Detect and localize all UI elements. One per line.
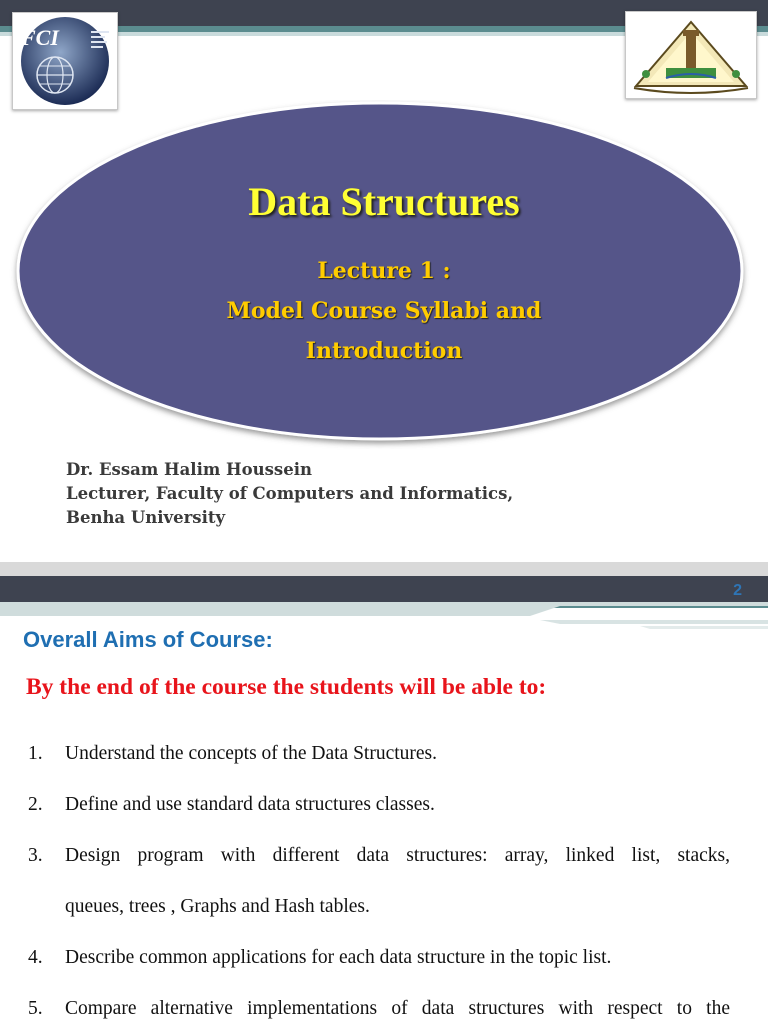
fci-logo-icon bbox=[13, 13, 117, 109]
lecture-label: Lecture 1 : bbox=[317, 258, 451, 284]
svg-text:FCI: FCI bbox=[21, 25, 59, 50]
list-item bbox=[28, 983, 730, 1024]
benha-university-emblem-icon bbox=[626, 12, 756, 98]
course-aims-slide bbox=[0, 576, 768, 1024]
list-item-text: Define and use standard data structures classes. bbox=[65, 794, 435, 815]
slide-title: Data Structures bbox=[248, 179, 520, 224]
list-item-number: 3. bbox=[28, 845, 43, 866]
list-item bbox=[28, 728, 730, 779]
intro-statement: By the end of the course the students will be able to: bbox=[26, 674, 547, 700]
list-item-continuation bbox=[28, 881, 730, 932]
list-item-number: 5. bbox=[28, 998, 43, 1019]
page-number: 2 bbox=[733, 582, 742, 599]
list-item-text: Understand the concepts of the Data Structures. bbox=[65, 743, 438, 764]
header-bar bbox=[0, 576, 768, 602]
list-item bbox=[28, 932, 730, 983]
list-item bbox=[28, 830, 730, 881]
subtitle-line-1: Model Course Syllabi and bbox=[226, 298, 542, 324]
list-item bbox=[28, 779, 730, 830]
author-position: Lecturer, Faculty of Computers and Informatics, bbox=[66, 484, 514, 503]
aims-list bbox=[28, 728, 730, 1024]
author-name: Dr. Essam Halim Houssein bbox=[66, 460, 312, 479]
subtitle-line-2: Introduction bbox=[305, 338, 463, 364]
list-item-number: 4. bbox=[28, 947, 43, 968]
author-block bbox=[66, 458, 513, 530]
section-heading: Overall Aims of Course: bbox=[23, 627, 273, 652]
slide-separator bbox=[0, 562, 768, 576]
list-item-text: Compare alternative implementations of data structures with respect to the bbox=[65, 998, 730, 1019]
author-university: Benha University bbox=[66, 508, 226, 527]
list-item-number: 1. bbox=[28, 743, 43, 764]
list-item-number: 2. bbox=[28, 794, 43, 815]
fci-logo bbox=[12, 12, 118, 110]
list-item-text-continued: queues, trees , Graphs and Hash tables. bbox=[65, 896, 370, 917]
list-item-text: Describe common applications for each data structure in the topic list. bbox=[65, 947, 612, 968]
list-item-text: Design program with different data structures: array, linked list, stacks, bbox=[65, 845, 730, 866]
benha-university-logo bbox=[625, 11, 757, 99]
